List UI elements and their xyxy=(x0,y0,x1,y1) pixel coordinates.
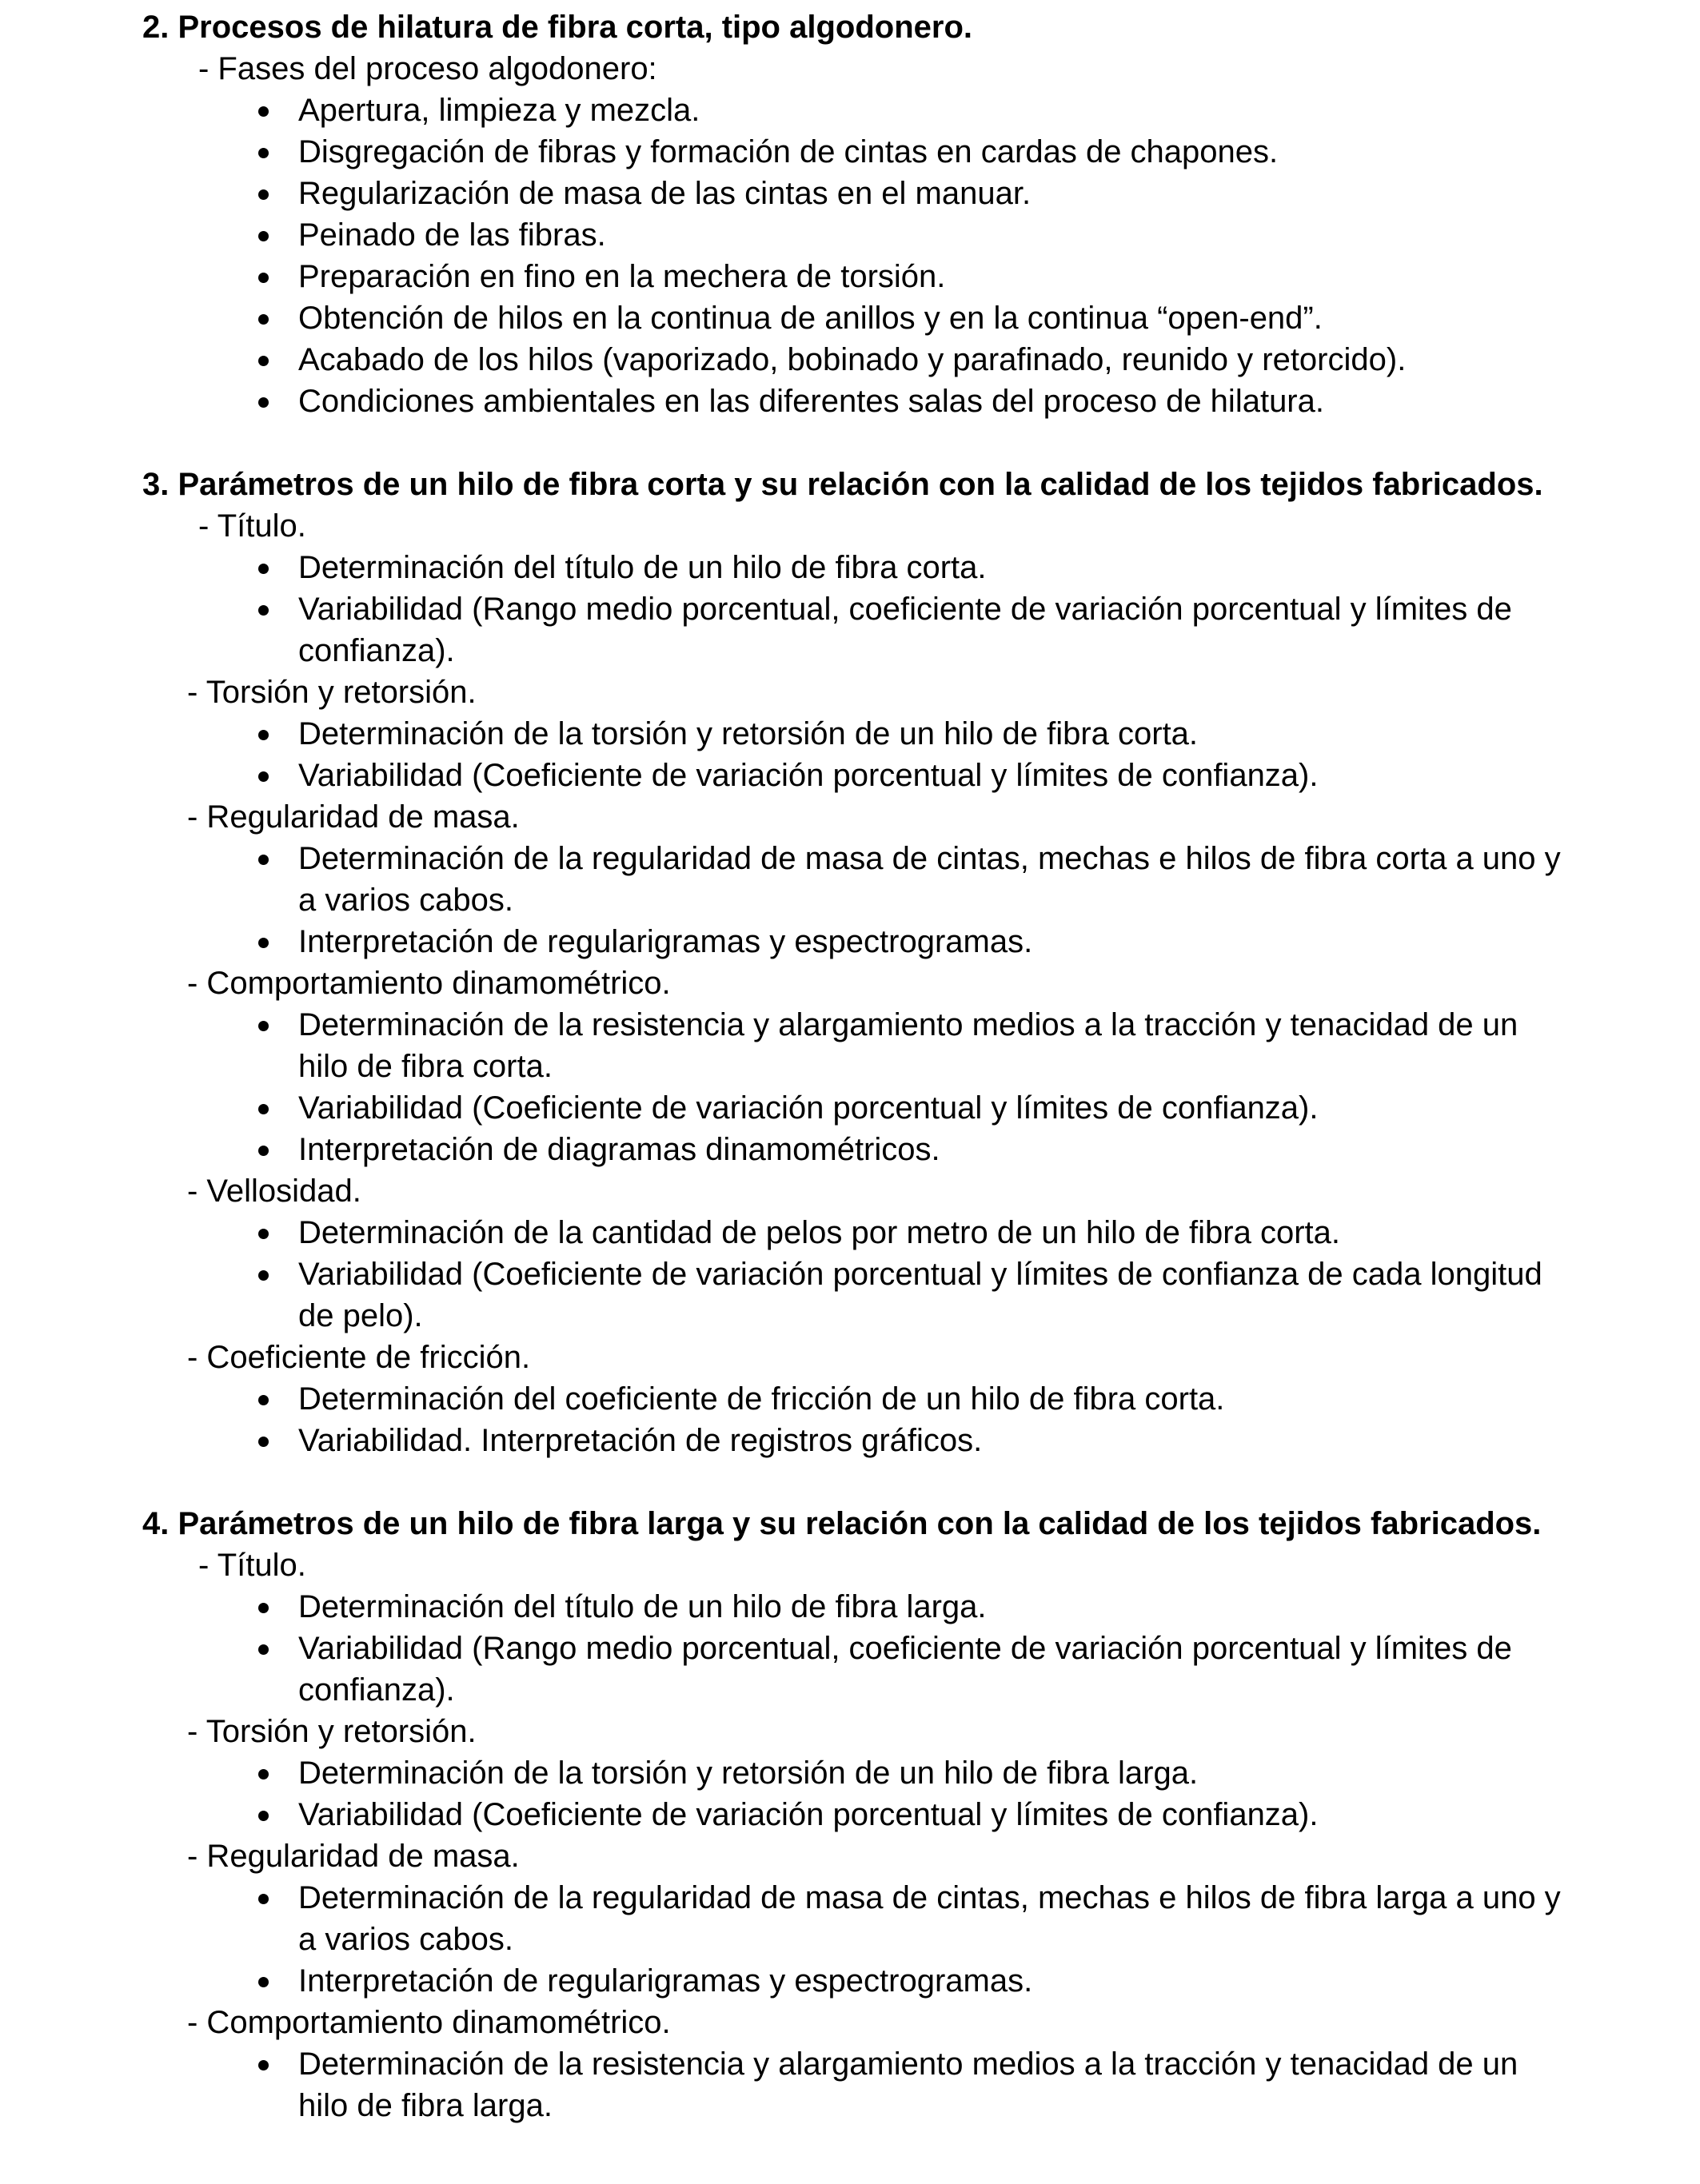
list-item xyxy=(142,588,1566,672)
list-item-text: Interpretación de diagramas dinamométricos. xyxy=(298,1132,940,1167)
list-item-text: Disgregación de fibras y formación de cintas en cardas de chapones. xyxy=(298,134,1279,169)
list-item xyxy=(142,1794,1566,1835)
bullet-icon xyxy=(258,1437,269,1447)
list-item-text: Variabilidad (Coeficiente de variación porcentual y límites de confianza). xyxy=(298,1797,1319,1832)
list-item xyxy=(142,1087,1566,1129)
bullet-icon xyxy=(258,605,269,616)
subsection-label: - Comportamiento dinamométrico. xyxy=(187,2005,671,2040)
list-item xyxy=(142,1752,1566,1794)
list-item xyxy=(142,921,1566,962)
list-item xyxy=(142,1586,1566,1628)
list-item xyxy=(142,214,1566,256)
list-item-text: Interpretación de regularigramas y espectrogramas. xyxy=(298,1963,1033,1999)
section-heading: 3. Parámetros de un hilo de fibra corta y su relación con la calidad de los tejidos fabricados. xyxy=(142,467,1543,502)
bullet-icon xyxy=(258,1769,269,1779)
list-item-text: Determinación de la torsión y retorsión de un hilo de fibra larga. xyxy=(298,1756,1199,1791)
bullet-icon xyxy=(258,2060,269,2070)
bullet-list xyxy=(142,547,1566,672)
list-item xyxy=(142,547,1566,588)
list-item xyxy=(142,131,1566,173)
bullet-list xyxy=(142,1752,1566,1835)
list-item xyxy=(142,1129,1566,1170)
list-item-text: Interpretación de regularigramas y espectrogramas. xyxy=(298,924,1033,959)
list-item-text: Variabilidad (Rango medio porcentual, coeficiente de variación porcentual y límites de confianza). xyxy=(298,592,1512,668)
list-item-text: Determinación de la cantidad de pelos por metro de un hilo de fibra corta. xyxy=(298,1215,1340,1250)
list-item xyxy=(142,713,1566,755)
bullet-icon xyxy=(258,1811,269,1821)
section-heading: 2. Procesos de hilatura de fibra corta, tipo algodonero. xyxy=(142,10,972,45)
list-item xyxy=(142,256,1566,297)
list-item xyxy=(142,838,1566,921)
list-item xyxy=(142,1877,1566,1960)
list-item-text: Condiciones ambientales en las diferentes salas del proceso de hilatura. xyxy=(298,384,1324,419)
bullet-list xyxy=(142,1586,1566,1711)
list-item xyxy=(142,1420,1566,1461)
list-item xyxy=(142,1378,1566,1420)
list-item xyxy=(142,2043,1566,2126)
bullet-list xyxy=(142,1004,1566,1170)
bullet-icon xyxy=(258,730,269,740)
section-4 xyxy=(142,1503,1566,2126)
bullet-icon xyxy=(258,1977,269,1987)
bullet-list xyxy=(142,2043,1566,2126)
list-item-text: Obtención de hilos en la continua de anillos y en la continua “open-end”. xyxy=(298,301,1323,336)
bullet-icon xyxy=(258,1603,269,1613)
list-item xyxy=(142,381,1566,422)
subsection-label: - Torsión y retorsión. xyxy=(187,675,477,710)
bullet-icon xyxy=(258,1395,269,1405)
section-intro: - Fases del proceso algodonero: xyxy=(198,51,657,86)
list-item xyxy=(142,1004,1566,1087)
subsection-label: - Regularidad de masa. xyxy=(187,799,520,835)
document-page xyxy=(142,6,1566,2126)
list-item xyxy=(142,1212,1566,1253)
bullet-icon xyxy=(258,314,269,325)
subsection-label: - Comportamiento dinamométrico. xyxy=(187,966,671,1001)
subsection-label: - Título. xyxy=(198,508,306,544)
bullet-list xyxy=(142,1877,1566,2002)
subsection-label: - Regularidad de masa. xyxy=(187,1839,520,1874)
bullet-icon xyxy=(258,855,269,865)
list-item-text: Apertura, limpieza y mezcla. xyxy=(298,93,700,128)
list-item-text: Peinado de las fibras. xyxy=(298,217,606,253)
bullet-icon xyxy=(258,148,269,158)
section-2 xyxy=(142,6,1566,422)
list-item xyxy=(142,297,1566,339)
list-item-text: Determinación del título de un hilo de fibra larga. xyxy=(298,1589,987,1624)
bullet-list xyxy=(142,838,1566,962)
list-item xyxy=(142,1960,1566,2002)
subsection-label: - Torsión y retorsión. xyxy=(187,1714,477,1749)
section-heading: 4. Parámetros de un hilo de fibra larga y su relación con la calidad de los tejidos fabricados. xyxy=(142,1506,1542,1541)
list-item-text: Determinación del título de un hilo de fibra corta. xyxy=(298,550,987,585)
bullet-icon xyxy=(258,1229,269,1239)
bullet-icon xyxy=(258,771,269,782)
list-item-text: Determinación de la regularidad de masa de cintas, mechas e hilos de fibra larga a uno y a varios cabos. xyxy=(298,1880,1561,1957)
list-item xyxy=(142,339,1566,381)
list-item-text: Determinación de la resistencia y alargamiento medios a la tracción y tenacidad de un hilo de fibra larga. xyxy=(298,2047,1518,2123)
bullet-list xyxy=(142,1212,1566,1337)
list-item xyxy=(142,1628,1566,1711)
list-item xyxy=(142,173,1566,214)
bullet-icon xyxy=(258,189,269,200)
subsection-label: - Coeficiente de fricción. xyxy=(187,1340,531,1375)
bullet-list xyxy=(142,713,1566,796)
list-item-text: Determinación de la resistencia y alargamiento medios a la tracción y tenacidad de un hilo de fibra corta. xyxy=(298,1007,1518,1084)
list-item-text: Acabado de los hilos (vaporizado, bobinado y parafinado, reunido y retorcido). xyxy=(298,342,1407,377)
bullet-icon xyxy=(258,938,269,948)
list-item-text: Variabilidad (Coeficiente de variación porcentual y límites de confianza). xyxy=(298,1090,1319,1126)
bullet-icon xyxy=(258,273,269,283)
bullet-icon xyxy=(258,106,269,117)
list-item-text: Variabilidad (Coeficiente de variación porcentual y límites de confianza de cada longitud de pelo). xyxy=(298,1257,1542,1333)
list-item-text: Preparación en fino en la mechera de torsión. xyxy=(298,259,946,294)
bullet-icon xyxy=(258,397,269,408)
subsection-label: - Vellosidad. xyxy=(187,1174,361,1209)
bullet-icon xyxy=(258,1146,269,1156)
bullet-icon xyxy=(258,356,269,366)
list-item-text: Determinación del coeficiente de fricción de un hilo de fibra corta. xyxy=(298,1381,1225,1417)
section-3 xyxy=(142,464,1566,1461)
bullet-icon xyxy=(258,1644,269,1655)
list-item-text: Regularización de masa de las cintas en el manuar. xyxy=(298,176,1032,211)
list-item-text: Variabilidad. Interpretación de registros gráficos. xyxy=(298,1423,983,1458)
bullet-icon xyxy=(258,1270,269,1281)
list-item-text: Determinación de la regularidad de masa de cintas, mechas e hilos de fibra corta a uno y a varios cabos. xyxy=(298,841,1561,918)
list-item-text: Variabilidad (Rango medio porcentual, coeficiente de variación porcentual y límites de confianza). xyxy=(298,1631,1512,1708)
list-item xyxy=(142,1253,1566,1337)
list-item-text: Determinación de la torsión y retorsión de un hilo de fibra corta. xyxy=(298,716,1199,751)
bullet-icon xyxy=(258,1894,269,1904)
list-item-text: Variabilidad (Coeficiente de variación porcentual y límites de confianza). xyxy=(298,758,1319,793)
list-item xyxy=(142,90,1566,131)
bullet-icon xyxy=(258,1104,269,1114)
list-item xyxy=(142,755,1566,796)
bullet-icon xyxy=(258,564,269,574)
bullet-list xyxy=(142,1378,1566,1461)
subsection-label: - Título. xyxy=(198,1548,306,1583)
bullet-icon xyxy=(258,231,269,241)
bullet-list xyxy=(142,90,1566,422)
bullet-icon xyxy=(258,1021,269,1031)
